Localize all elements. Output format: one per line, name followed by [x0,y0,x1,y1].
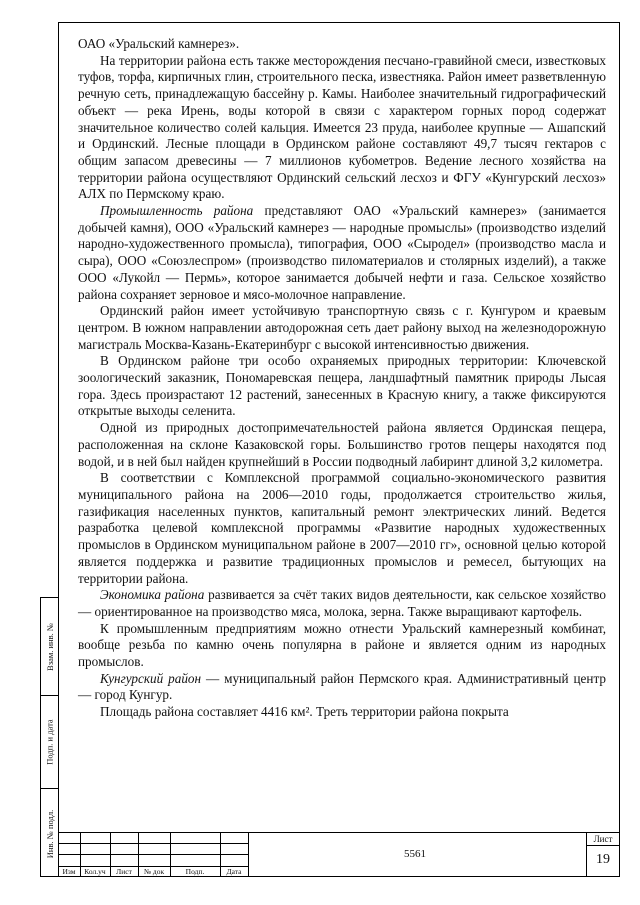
paragraph: На территории района есть также месторождения песчано-гравийной смеси, известковых туфов, торфа, кирпичных глин, строительного песка, известняка. Район имеет разветвленную речную сеть, принадлежащую бассейну р. Камы. Наиболее значительный гидрографический объект — река Ирень, воды которой в связи с характером горных пород содержат значительное количество солей кальция. Имеется 23 пруда, наиболее крупные — Ашапский и Ординский. Лесные площади в Ординском районе составляют 49,7 тысяч гектаров с общим запасом древесины — 7 миллионов кубометров. Ведение лесного хозяйства на территории района осуществляют Ординский сельский лесхоз и ФГУ «Кунгурский лесхоз» АЛХ по Пермскому краю. [78,52,606,202]
col-podp: Подп. [185,867,205,876]
col-kol: Кол.уч [84,867,106,876]
col-izm: Изм [62,867,76,876]
side-label: Подп. и дата [45,719,56,765]
paragraph: Площадь района составляет 4416 км². Треть территории района покрыта [100,704,509,720]
col-data: Дата [226,867,242,876]
paragraph: К промышленным предприятиям можно отнести Уральский камнерезный комбинат, вообще резьба по камню очень популярна в районе и является одним из народных промыслов. [78,620,606,670]
side-cell-vzam [41,598,59,695]
paragraph-text: — муниципальный район Пермского края. Административный центр — город Кунгур. [78,670,606,703]
italic-term: Экономика района [100,587,205,603]
col-list: Лист [116,867,132,876]
paragraph: В Ординском районе три особо охраняемых природных территории: Ключевской зоологический заказник, Пономаревская пещера, ландшафтный памятник природы Лысая гора. Здесь произрастают 12 растений, занесенных в Красную книгу, а также фиксируются открытые выходы селенита. [78,353,606,419]
sheet-label: Лист [593,834,613,844]
italic-term: Промышленность района [100,203,254,219]
paragraph: Ординский район имеет устойчивую транспортную связь с г. Кунгуром и краевым центром. В южном направлении автодорожная сеть дает району выход на железнодорожную магистраль Москва-Казань-Екатеринбург с высокой интенсивностью движения. [78,303,606,352]
paragraph: Одной из природных достопримечательностей района является Ординская пещера, расположенная на склоне Казаковской горы. Большинство гротов пещеры находятся под водой, и в ней был найден крупнейший в России подводный лабиринт длиной 3,2 километра. [78,420,606,469]
paragraph: В соответствии с Комплексной программой социально-экономического развития муниципального района на 2006—2010 годы, продолжается строительство жилья, газификация населенных пунктов, капитальный ремонт электрических линий. Ведется разработка целевой комплексной программы «Развитие народных художественных промыслов в Ординском муниципальном районе в 2007—2010 гг», основной целью которой является поддержка и развитие традиционных промыслов и ремесел, бытующих на территории района. [78,470,606,586]
paragraph-text: представляют ОАО «Уральский камнерез» (занимается добычей камня), ООО «Уральский камнерез — народные промыслы» (производство изделий народно-художественного промысла), типография, ООО «Сыродел» (производство масла и сыра), ООО «Союзлеспром» (производство пиломатериалов и столярных изделий), а также ООО «Лукойл — Пермь», которое занимается добычей нефти и газа. Сельское хозяйство района сохраняет зерновое и мясо-молочное направление. [78,203,606,302]
document-number: 5561 [404,848,426,860]
sheet-number: 19 [596,852,610,867]
side-label: Инв. № подл. [45,809,55,858]
italic-term: Кунгурский район [100,670,202,686]
side-cell-podp [41,695,59,788]
document-body [78,36,606,721]
paragraph [78,587,606,620]
side-strip [40,597,58,877]
paragraph: ОАО «Уральский камнерез». [78,36,240,51]
title-block [58,832,620,877]
side-label: Взам. инв. № [45,622,55,671]
paragraph [78,671,606,704]
col-ndok: № док [143,867,165,876]
paragraph [78,203,606,303]
side-cell-inv [41,788,59,878]
paragraph-text: развивается за счёт таких видов деятельности, как сельское хозяйство — ориентированное на производство мяса, молока, зерна. Также выращивают картофель. [78,587,606,619]
